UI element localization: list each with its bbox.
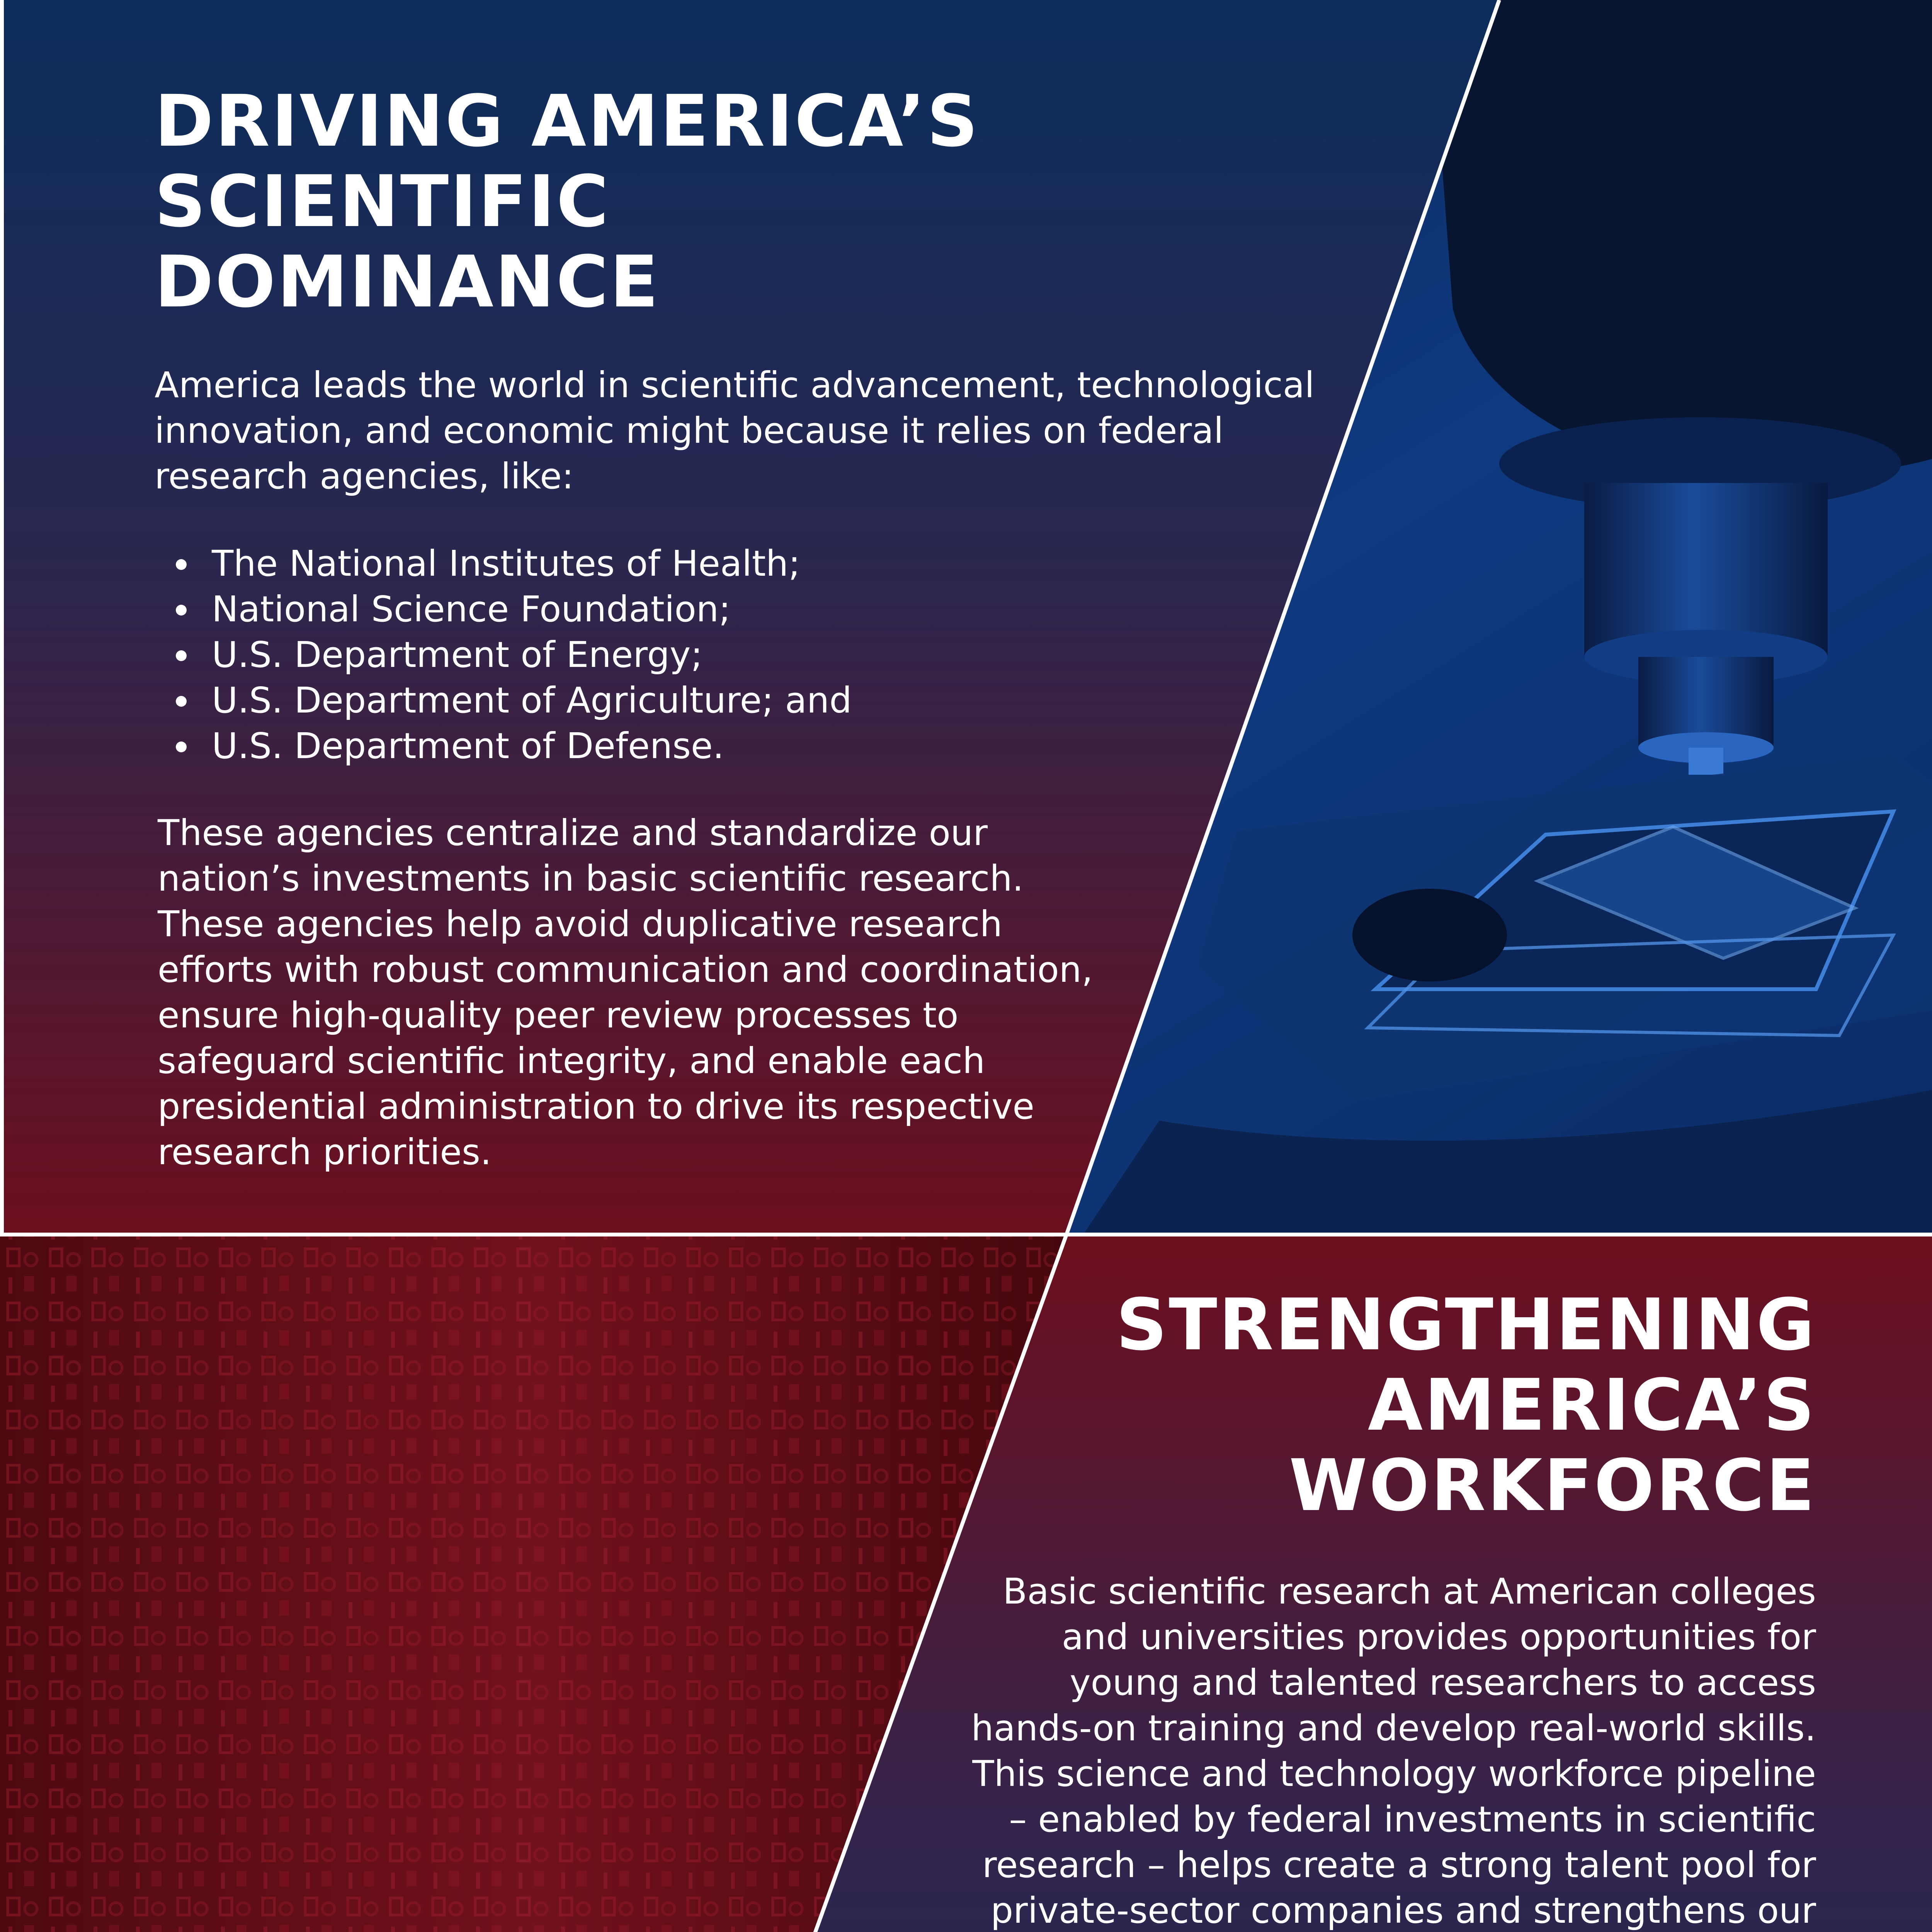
- section2-title-line: WORKFORCE: [1289, 1444, 1816, 1527]
- section1-body-line: safeguard scientific integrity, and enable each: [158, 1040, 985, 1082]
- section2-title-line: AMERICA’S: [1367, 1364, 1816, 1447]
- agency-list-item: U.S. Department of Energy;: [155, 632, 852, 678]
- section1-body: [158, 810, 1093, 1175]
- section1-title-line: DRIVING AMERICA’S: [155, 80, 980, 163]
- section1-body-line: efforts with robust communication and coordination,: [158, 949, 1093, 990]
- section1-title-line: DOMINANCE: [155, 241, 660, 323]
- section2-body-line: and universities provides opportunities for: [1061, 1616, 1816, 1658]
- section2-body-line: research – helps create a strong talent pool for: [982, 1844, 1816, 1886]
- section1-title: [155, 81, 980, 322]
- section2-body-line: private-sector companies and strengthens our: [990, 1890, 1816, 1931]
- section1-body-line: These agencies help avoid duplicative research: [158, 903, 1003, 945]
- section1-body-line: These agencies centralize and standardize our: [158, 812, 988, 854]
- section2-title: [1116, 1285, 1816, 1526]
- agency-list-item: National Science Foundation;: [155, 587, 852, 632]
- section1-intro: [155, 362, 1315, 499]
- section1-body-line: research priorities.: [158, 1131, 492, 1173]
- section2-title-line: STRENGTHENING: [1116, 1284, 1816, 1366]
- agency-list-item: U.S. Department of Defense.: [155, 723, 852, 769]
- section1-body-line: ensure high-quality peer review processes to: [158, 995, 959, 1036]
- section1-intro-line: innovation, and economic might because it relies on federal: [155, 410, 1224, 451]
- agency-list: [155, 541, 852, 769]
- section2-body-line: – enabled by federal investments in scientific: [1009, 1799, 1816, 1840]
- section1-title-line: SCIENTIFIC: [155, 160, 610, 243]
- section2-body-line: young and talented researchers to access: [1070, 1662, 1816, 1703]
- section2-body-line: This science and technology workforce pipeline: [972, 1753, 1816, 1794]
- section2-body-line: Basic scientific research at American colleges: [1003, 1571, 1816, 1612]
- section1-body-line: presidential administration to drive its respective: [158, 1086, 1035, 1127]
- agency-list-item: The National Institutes of Health;: [155, 541, 852, 587]
- section1-body-line: nation’s investments in basic scientific research.: [158, 858, 1024, 899]
- section1-intro-line: research agencies, like:: [155, 456, 574, 497]
- section1-intro-line: America leads the world in scientific advancement, technological: [155, 364, 1315, 406]
- agency-list-item: U.S. Department of Agriculture; and: [155, 678, 852, 723]
- section2-body-line: hands-on training and develop real-world skills.: [971, 1708, 1816, 1749]
- section2-body: [964, 1569, 1816, 1932]
